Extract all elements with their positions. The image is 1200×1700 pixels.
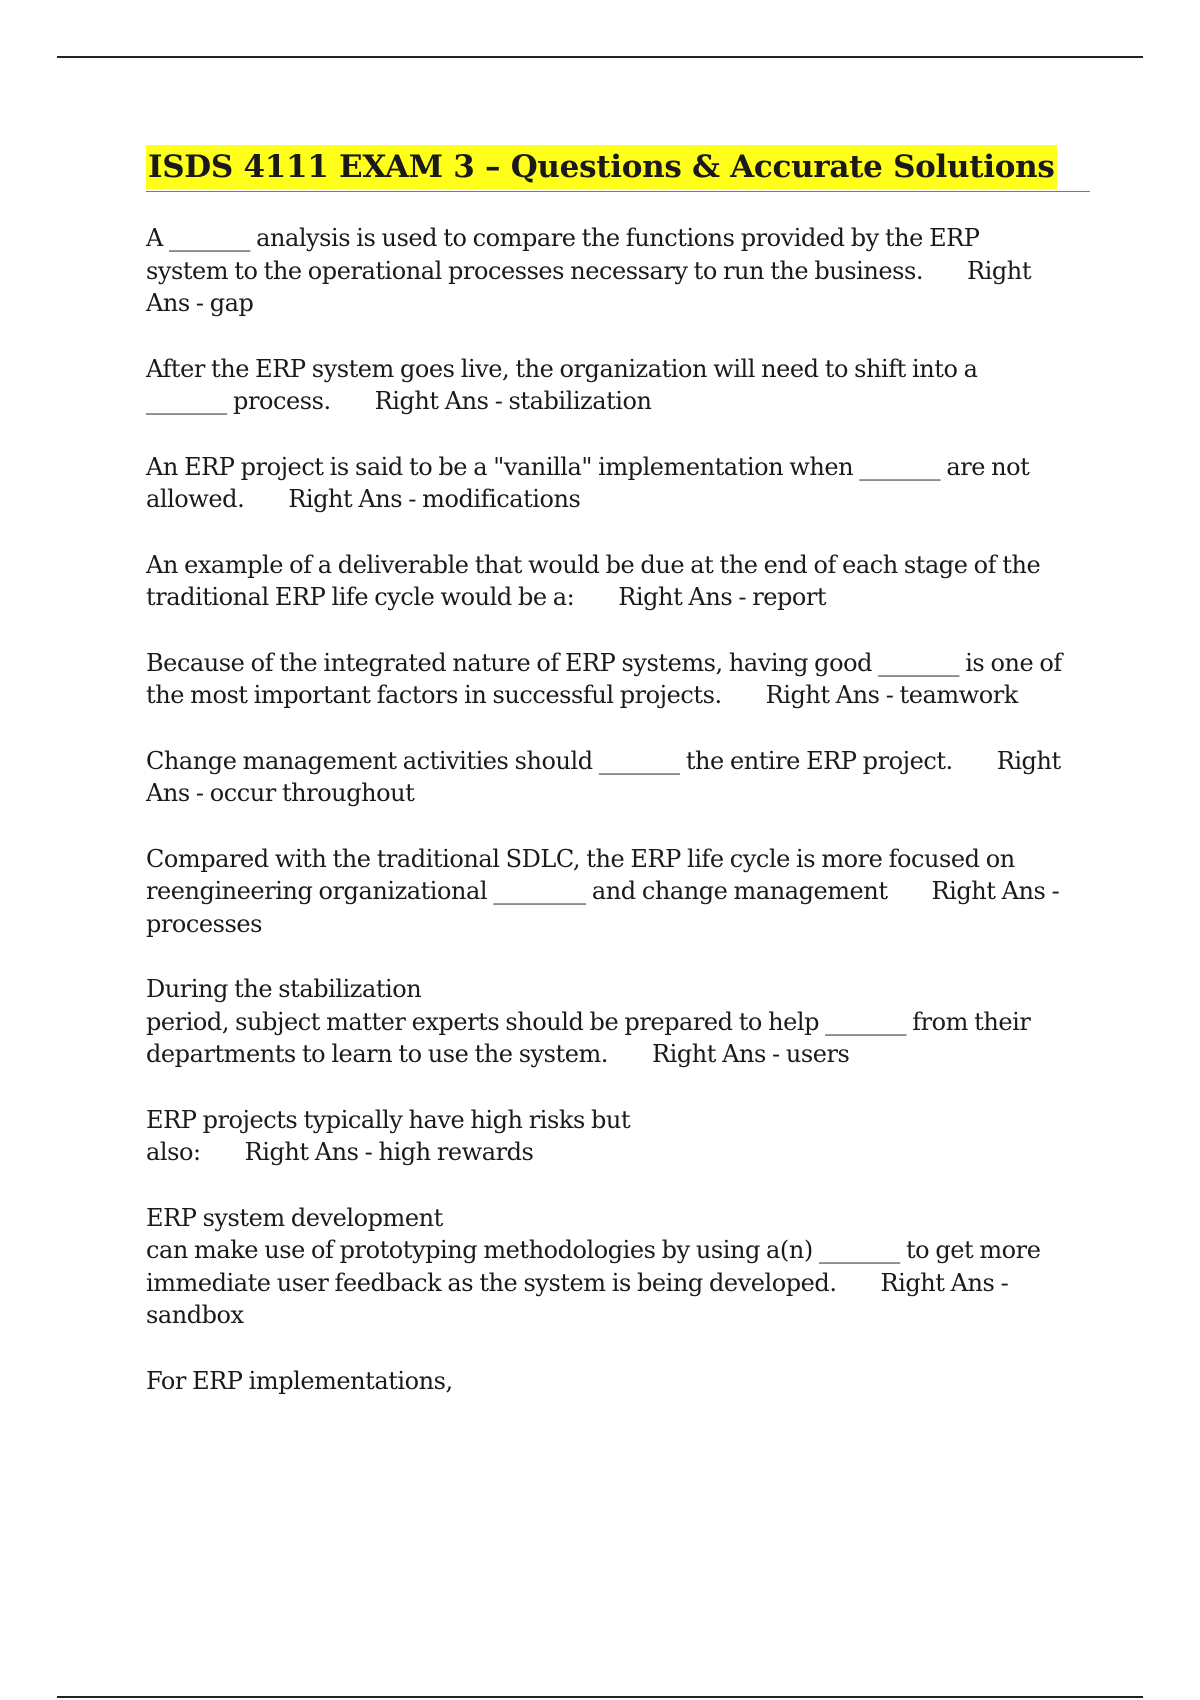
answer-text: Right Ans - modifications — [288, 485, 581, 513]
qa-item — [146, 222, 1090, 320]
answer-text: Right Ans - high rewards — [244, 1138, 534, 1166]
answer-text: Right Ans - stabilization — [374, 387, 652, 415]
qa-item — [146, 973, 1090, 1071]
answer-text: Right Ans - teamwork — [765, 681, 1018, 709]
document-title: ISDS 4111 EXAM 3 – Questions & Accurate Solutions — [146, 145, 1057, 189]
answer-text: Right Ans - occur throughout — [146, 746, 1061, 807]
question-text: An ERP project is said to be a "vanilla" implementation when _______ are not allowed. — [146, 452, 1030, 513]
qa-item — [146, 1104, 1090, 1169]
qa-item — [146, 549, 1090, 614]
question-text: Compared with the traditional SDLC, the ERP life cycle is more focused on reengineering organizational ________ and change management — [146, 844, 1015, 905]
question-text: For ERP implementations, — [146, 1366, 453, 1395]
question-text: ERP projects typically have high risks but also: — [146, 1105, 631, 1166]
qa-item — [146, 843, 1090, 941]
document-body — [146, 145, 1090, 1430]
answer-text: Right Ans - users — [651, 1040, 850, 1068]
question-text: Because of the integrated nature of ERP systems, having good _______ is one of the most important factors in successful projects. — [146, 648, 1062, 709]
question-text: An example of a deliverable that would be due at the end of each stage of the traditional ERP life cycle would be a: — [146, 550, 1041, 611]
title-block — [146, 145, 1090, 192]
qa-item — [146, 451, 1090, 516]
question-text: After the ERP system goes live, the organization will need to shift into a _______ process. — [146, 354, 978, 415]
qa-item — [146, 745, 1090, 810]
question-text: ERP system development can make use of prototyping methodologies by using a(n) _______ to get more immediate user feedback as the system is being developed. — [146, 1203, 1041, 1297]
answer-text: Right Ans - sandbox — [146, 1268, 1009, 1329]
question-text: Change management activities should _______ the entire ERP project. — [146, 746, 953, 775]
footer-rule — [57, 1696, 1143, 1698]
qa-item — [146, 1365, 1090, 1398]
qa-item — [146, 1202, 1090, 1332]
answer-text: Right Ans - gap — [146, 256, 1032, 317]
qa-item — [146, 353, 1090, 418]
question-text: A _______ analysis is used to compare the functions provided by the ERP system to the operational processes necessary to run the business. — [146, 224, 980, 285]
qa-item — [146, 647, 1090, 712]
header-rule — [57, 56, 1143, 58]
answer-text: Right Ans - processes — [146, 877, 1060, 938]
question-text: During the stabilization period, subject matter experts should be prepared to help _______ from their departments to learn to use the system. — [146, 975, 1031, 1068]
answer-text: Right Ans - report — [618, 583, 827, 611]
